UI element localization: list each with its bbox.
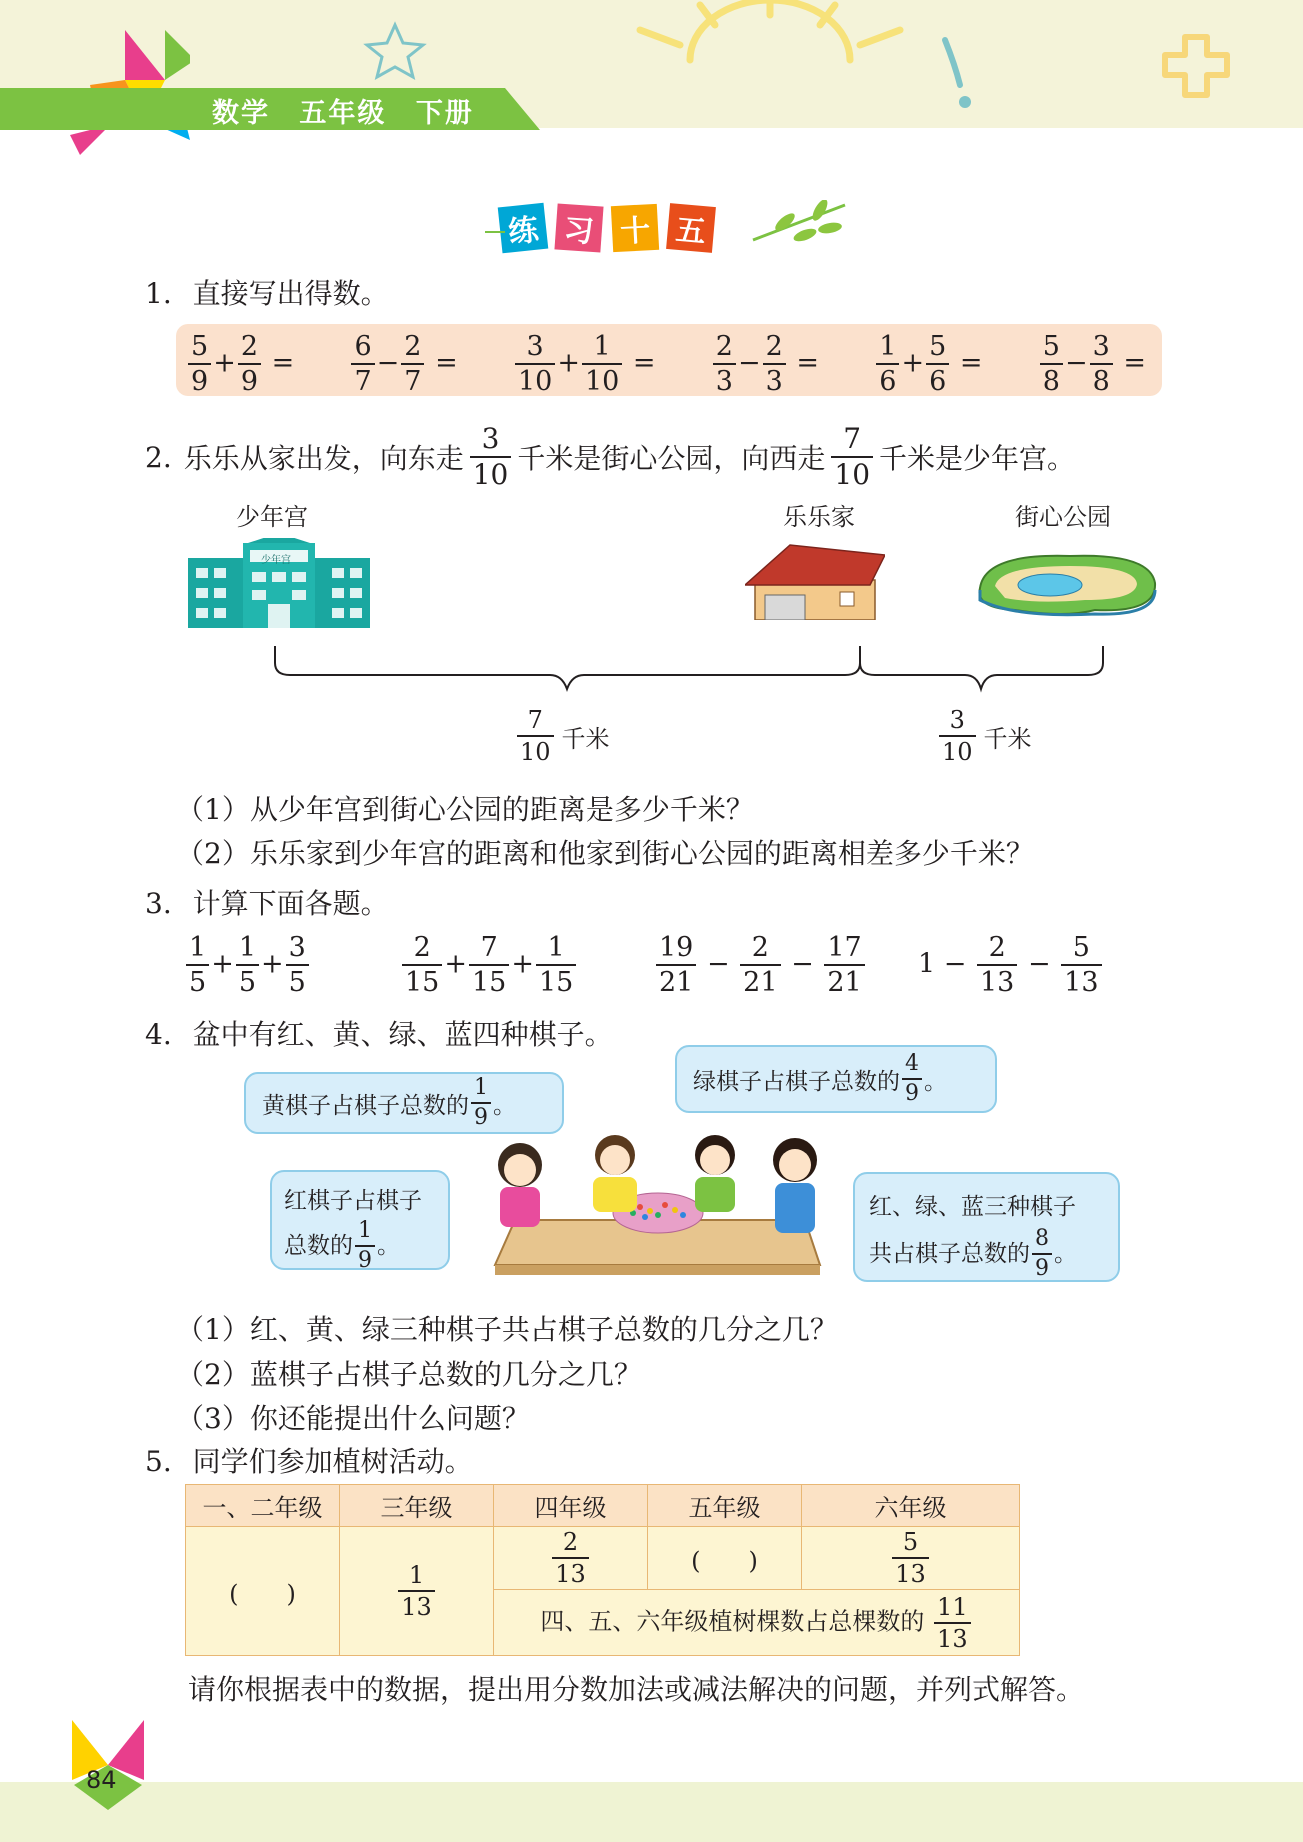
q1-item: $\frac{1}{6}$ + $\frac{5}{6}$ =	[874, 333, 982, 395]
q2-sub1: （1）从少年宫到街心公园的距离是多少千米？	[176, 793, 754, 826]
q1-text: 直接写出得数。	[192, 277, 389, 310]
palace-sign-text: 少年宫	[261, 555, 291, 566]
header-volume: 下册	[415, 98, 474, 129]
title-char-1: 练	[498, 203, 549, 254]
bubble-yellow-fraction: $\frac{1}{9}$	[471, 1077, 491, 1129]
q3-number: 3.	[145, 887, 172, 920]
q4-number: 4.	[145, 1018, 172, 1051]
page-number-badge	[72, 1720, 144, 1810]
header-grade-3: 三年级	[340, 1485, 494, 1527]
q2-text-c: 千米是少年宫。	[879, 442, 1076, 475]
q1-item: $\frac{2}{3}$ − $\frac{2}{3}$ =	[711, 333, 819, 395]
q2-heading	[145, 422, 1076, 491]
q2-fraction-west: $\frac{7}{10}$	[831, 425, 873, 489]
house-icon	[745, 540, 885, 620]
q2-fraction-east: $\frac{3}{10}$	[470, 425, 512, 489]
bottom-band	[0, 1782, 1303, 1842]
q4-sub3: （3）你还能提出什么问题？	[176, 1402, 530, 1435]
distance-brace	[270, 643, 1115, 713]
seg1-fraction: $\frac{7}{10}$	[517, 708, 554, 764]
q4-sub2: （2）蓝棋子占棋子总数的几分之几？	[176, 1358, 642, 1391]
planting-table	[185, 1484, 1020, 1656]
q1-heading	[145, 272, 389, 312]
seg2-label	[937, 708, 1032, 764]
children-table-illustration	[475, 1125, 835, 1285]
q2-sub2: （2）乐乐家到少年宫的距离和他家到街心公园的距离相差多少千米？	[176, 837, 1034, 870]
q3-text: 计算下面各题。	[192, 887, 389, 920]
q1-item: $\frac{5}{9}$ + $\frac{2}{9}$ =	[186, 333, 294, 395]
seg2-unit: 千米	[983, 724, 1032, 753]
exclaim-doodle	[945, 40, 960, 85]
title-char-3: 十	[611, 204, 659, 252]
title-char-2: 习	[554, 203, 603, 252]
q1-item: $\frac{3}{10}$ + $\frac{1}{10}$ =	[513, 333, 656, 395]
seg1-unit: 千米	[561, 724, 610, 753]
q2-text-b: 千米是街心公园，向西走	[517, 442, 826, 475]
seg1-label	[515, 708, 610, 764]
star-doodle	[367, 25, 423, 77]
header-grade-6: 六年级	[802, 1485, 1020, 1527]
seg2-fraction: $\frac{3}{10}$	[939, 708, 976, 764]
cell-grade-6: $\frac{5}{13}$	[802, 1527, 1020, 1590]
label-palace: 少年宫	[236, 503, 308, 531]
park-icon	[975, 548, 1160, 618]
bubble-red: 红棋子占棋子 总数的 $\frac{1}{9}$ 。	[270, 1170, 450, 1270]
label-park: 街心公园	[1015, 503, 1111, 531]
bubble-green-fraction: $\frac{4}{9}$	[902, 1053, 922, 1105]
q3-expr-2: $\frac{2}{15}$ + $\frac{7}{15}$ + $\frac{1}{15}$	[400, 934, 578, 996]
page-number: 84	[86, 1766, 117, 1794]
q5-heading	[145, 1440, 473, 1480]
q4-sub1: （1）红、黄、绿三种棋子共占棋子总数的几分之几？	[176, 1313, 838, 1346]
cell-merged-4-5-6: 四、五、六年级植树棵数占总棵数的 $\frac{11}{13}$	[494, 1590, 1020, 1656]
table-header-row	[186, 1485, 1020, 1527]
header-subject: 数学	[212, 98, 270, 129]
header-grade: 五年级	[299, 98, 387, 129]
q5-number: 5.	[145, 1445, 172, 1478]
q5-text: 同学们参加植树活动。	[192, 1445, 473, 1478]
q3-expr-3: $\frac{19}{21}$ − $\frac{2}{21}$ − $\frac{17}{21}$	[654, 934, 867, 996]
header-grade-4: 四年级	[494, 1485, 648, 1527]
header-grade-5: 五年级	[648, 1485, 802, 1527]
title-char-4: 五	[666, 203, 716, 253]
q2-number: 2.	[145, 440, 172, 474]
q4-text: 盆中有红、黄、绿、蓝四种棋子。	[192, 1018, 613, 1051]
q3-heading	[145, 882, 389, 922]
bubble-rgb-fraction: $\frac{8}{9}$	[1032, 1228, 1052, 1280]
q5-footer: 请你根据表中的数据，提出用分数加法或减法解决的问题，并列式解答。	[188, 1673, 1085, 1706]
header-grade-1-2: 一、二年级	[186, 1485, 340, 1527]
q2-text-a: 乐乐从家出发，向东走	[183, 442, 464, 475]
bubble-yellow: 黄棋子占棋子总数的 $\frac{1}{9}$ 。	[244, 1072, 564, 1134]
bubble-red-fraction: $\frac{1}{9}$	[355, 1220, 375, 1272]
cell-grade-4: $\frac{2}{13}$	[494, 1527, 648, 1590]
plus-doodle	[1165, 37, 1227, 95]
q4-heading	[145, 1013, 613, 1053]
cell-grade-3: $\frac{1}{13}$	[340, 1527, 494, 1656]
header-text	[212, 91, 474, 130]
q1-items	[186, 333, 1146, 395]
q3-expr-4: 1 − $\frac{2}{13}$ − $\frac{5}{13}$	[918, 934, 1104, 996]
q1-item: $\frac{6}{7}$ − $\frac{2}{7}$ =	[349, 333, 457, 395]
label-home: 乐乐家	[783, 503, 855, 531]
table-row	[186, 1527, 1020, 1590]
cell-grade-5: ( )	[648, 1527, 802, 1590]
cell-grade-1-2: ( )	[186, 1527, 340, 1656]
q1-number: 1.	[145, 277, 172, 310]
sun-doodle	[640, 0, 900, 60]
leaf-branch-icon	[485, 200, 855, 260]
q1-item: $\frac{5}{8}$ − $\frac{3}{8}$ =	[1038, 333, 1146, 395]
bubble-green: 绿棋子占棋子总数的 $\frac{4}{9}$ 。	[675, 1045, 997, 1113]
q3-expr-1: $\frac{1}{5}$ + $\frac{1}{5}$ + $\frac{3}{5}$	[184, 934, 311, 996]
bubble-rgb: 红、绿、蓝三种棋子 共占棋子总数的 $\frac{8}{9}$ 。	[853, 1172, 1120, 1282]
